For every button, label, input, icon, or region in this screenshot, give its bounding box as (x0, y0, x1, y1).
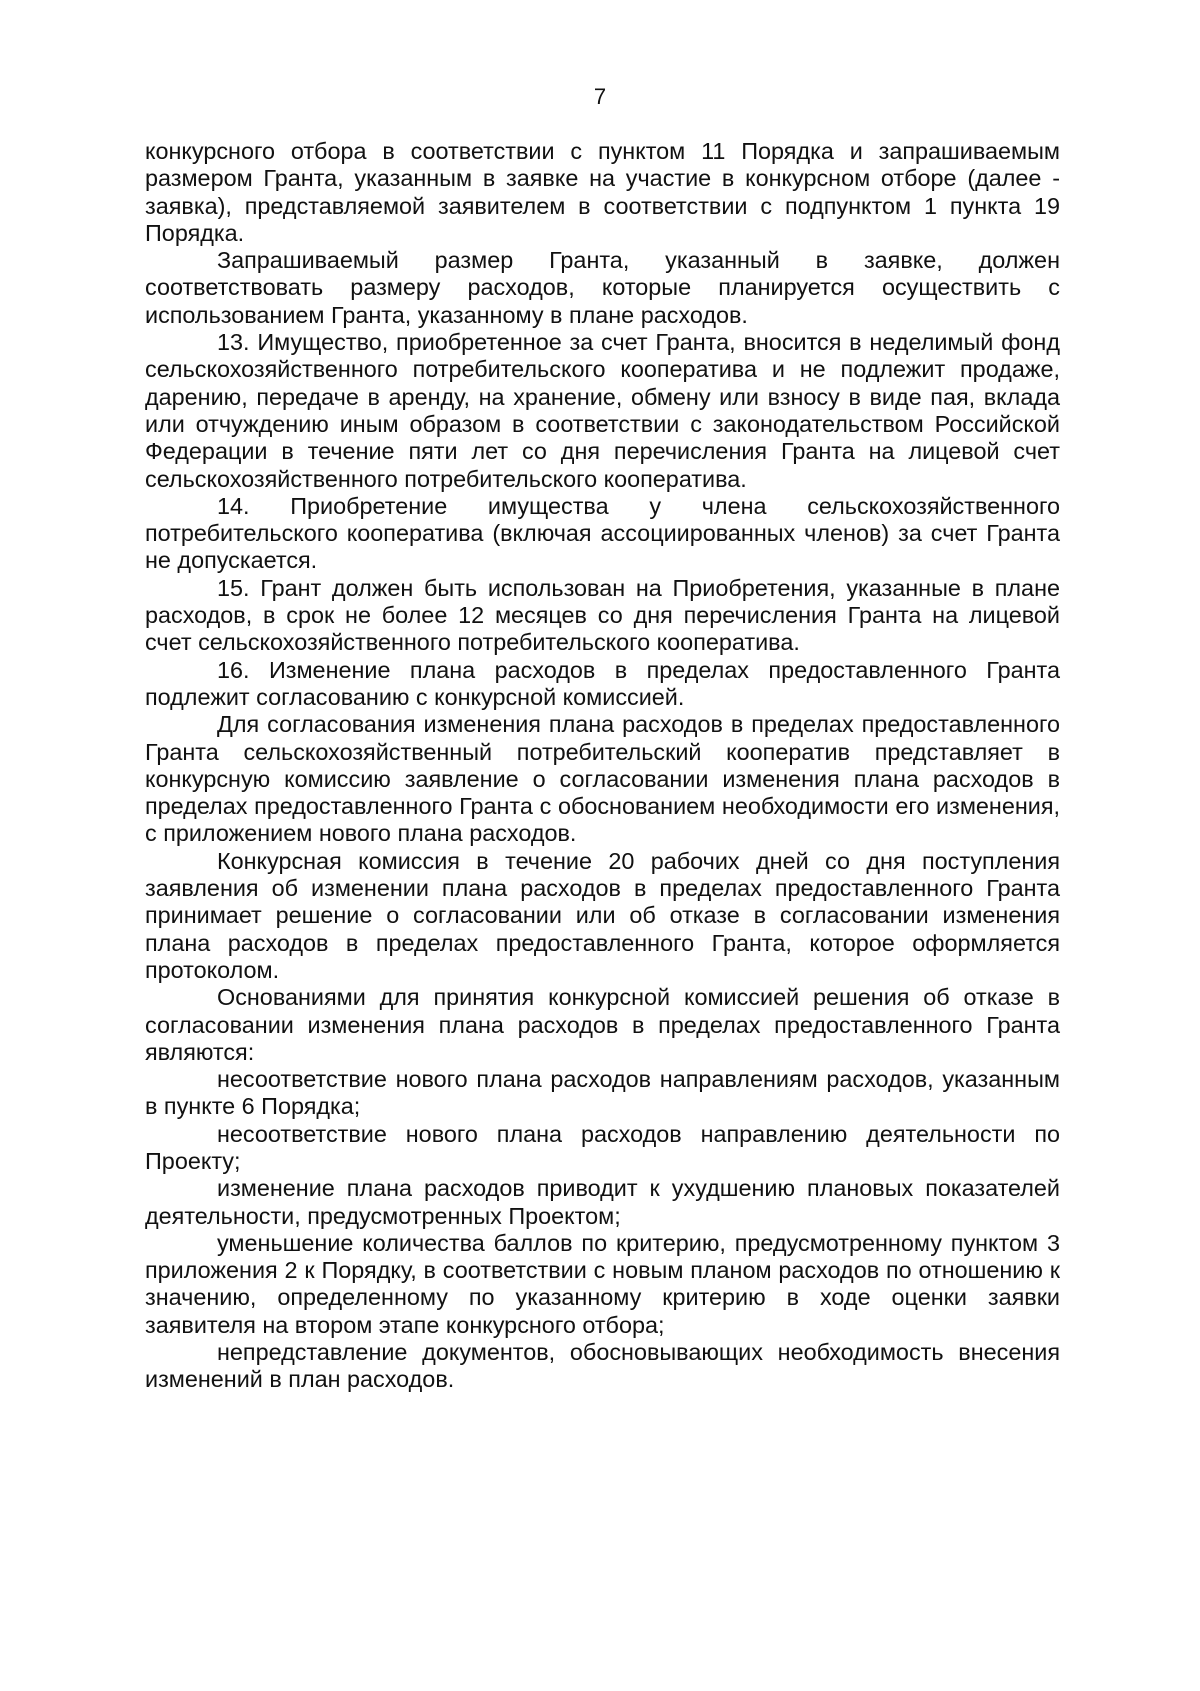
paragraph-continuation: конкурсного отбора в соответствии с пунктом 11 Порядка и запрашиваемым размером Гранта, указанным в заявке на участие в конкурсном отборе (далее - заявка), представляемой заявителем в соответствии с подпунктом 1 пункта 19 Порядка. (145, 138, 1060, 246)
paragraph-14-acquisition: 14. Приобретение имущества у члена сельскохозяйственного потребительского кооператива (включая ассоциированных членов) за счет Гранта не допускается. (145, 492, 1060, 574)
paragraph-approval-request: Для согласования изменения плана расходов в пределах предоставленного Гранта сельскохозяйственный потребительский кооператив представляет в конкурсную комиссию заявление о согласовании изменения плана расходов в пределах предоставленного Гранта с обоснованием необходимости его изменения, с приложением нового плана расходов. (145, 711, 1060, 847)
page-number: 7 (593, 84, 607, 109)
list-item-ground-3: изменение плана расходов приводит к ухудшению плановых показателей деятельности, предусмотренных Проектом; (145, 1175, 1060, 1229)
paragraph-requested-grant-size: Запрашиваемый размер Гранта, указанный в заявке, должен соответствовать размеру расходов, которые планируется осуществить с использованием Гранта, указанному в плане расходов. (145, 247, 1060, 328)
paragraph-commission-decision: Конкурсная комиссия в течение 20 рабочих дней со дня поступления заявления об изменении плана расходов в пределах предоставленного Гранта принимает решение о согласовании или об отказе в согласовании изменения плана расходов в пределах предоставленного Гранта, которое оформляется протоколом. (145, 847, 1060, 983)
paragraph-16-plan-change: 16. Изменение плана расходов в пределах предоставленного Гранта подлежит согласованию с конкурсной комиссией. (145, 656, 1060, 710)
paragraph-15-usage-term: 15. Грант должен быть использован на Приобретения, указанные в плане расходов, в срок не более 12 месяцев со дня перечисления Гранта на лицевой счет сельскохозяйственного потребительского кооператива. (145, 574, 1060, 656)
paragraph-13-property: 13. Имущество, приобретенное за счет Гранта, вносится в неделимый фонд сельскохозяйственного потребительского кооператива и не подлежит продаже, дарению, передаче в аренду, на хранение, обмену или взносу в виде пая, вклада или отчуждению иным образом в соответствии с законодательством Российской Федерации в течение пяти лет со дня перечисления Гранта на лицевой счет сельскохозяйственного потребительского кооператива. (145, 329, 1060, 492)
paragraph-refusal-grounds: Основаниями для принятия конкурсной комиссией решения об отказе в согласовании изменения плана расходов в пределах предоставленного Гранта являются: (145, 984, 1060, 1065)
list-item-ground-2: несоответствие нового плана расходов направлению деятельности по Проекту; (145, 1120, 1060, 1174)
list-item-ground-4: уменьшение количества баллов по критерию, предусмотренному пунктом 3 приложения 2 к Порядку, в соответствии с новым планом расходов по отношению к значению, определенному по указанному критерию в ходе оценки заявки заявителя на втором этапе конкурсного отбора; (145, 1229, 1060, 1338)
list-item-ground-5: непредставление документов, обосновывающих необходимость внесения изменений в план расходов. (145, 1339, 1060, 1393)
list-item-ground-1: несоответствие нового плана расходов направлениям расходов, указанным в пункте 6 Порядка; (145, 1066, 1060, 1120)
document-body (145, 138, 1060, 1394)
